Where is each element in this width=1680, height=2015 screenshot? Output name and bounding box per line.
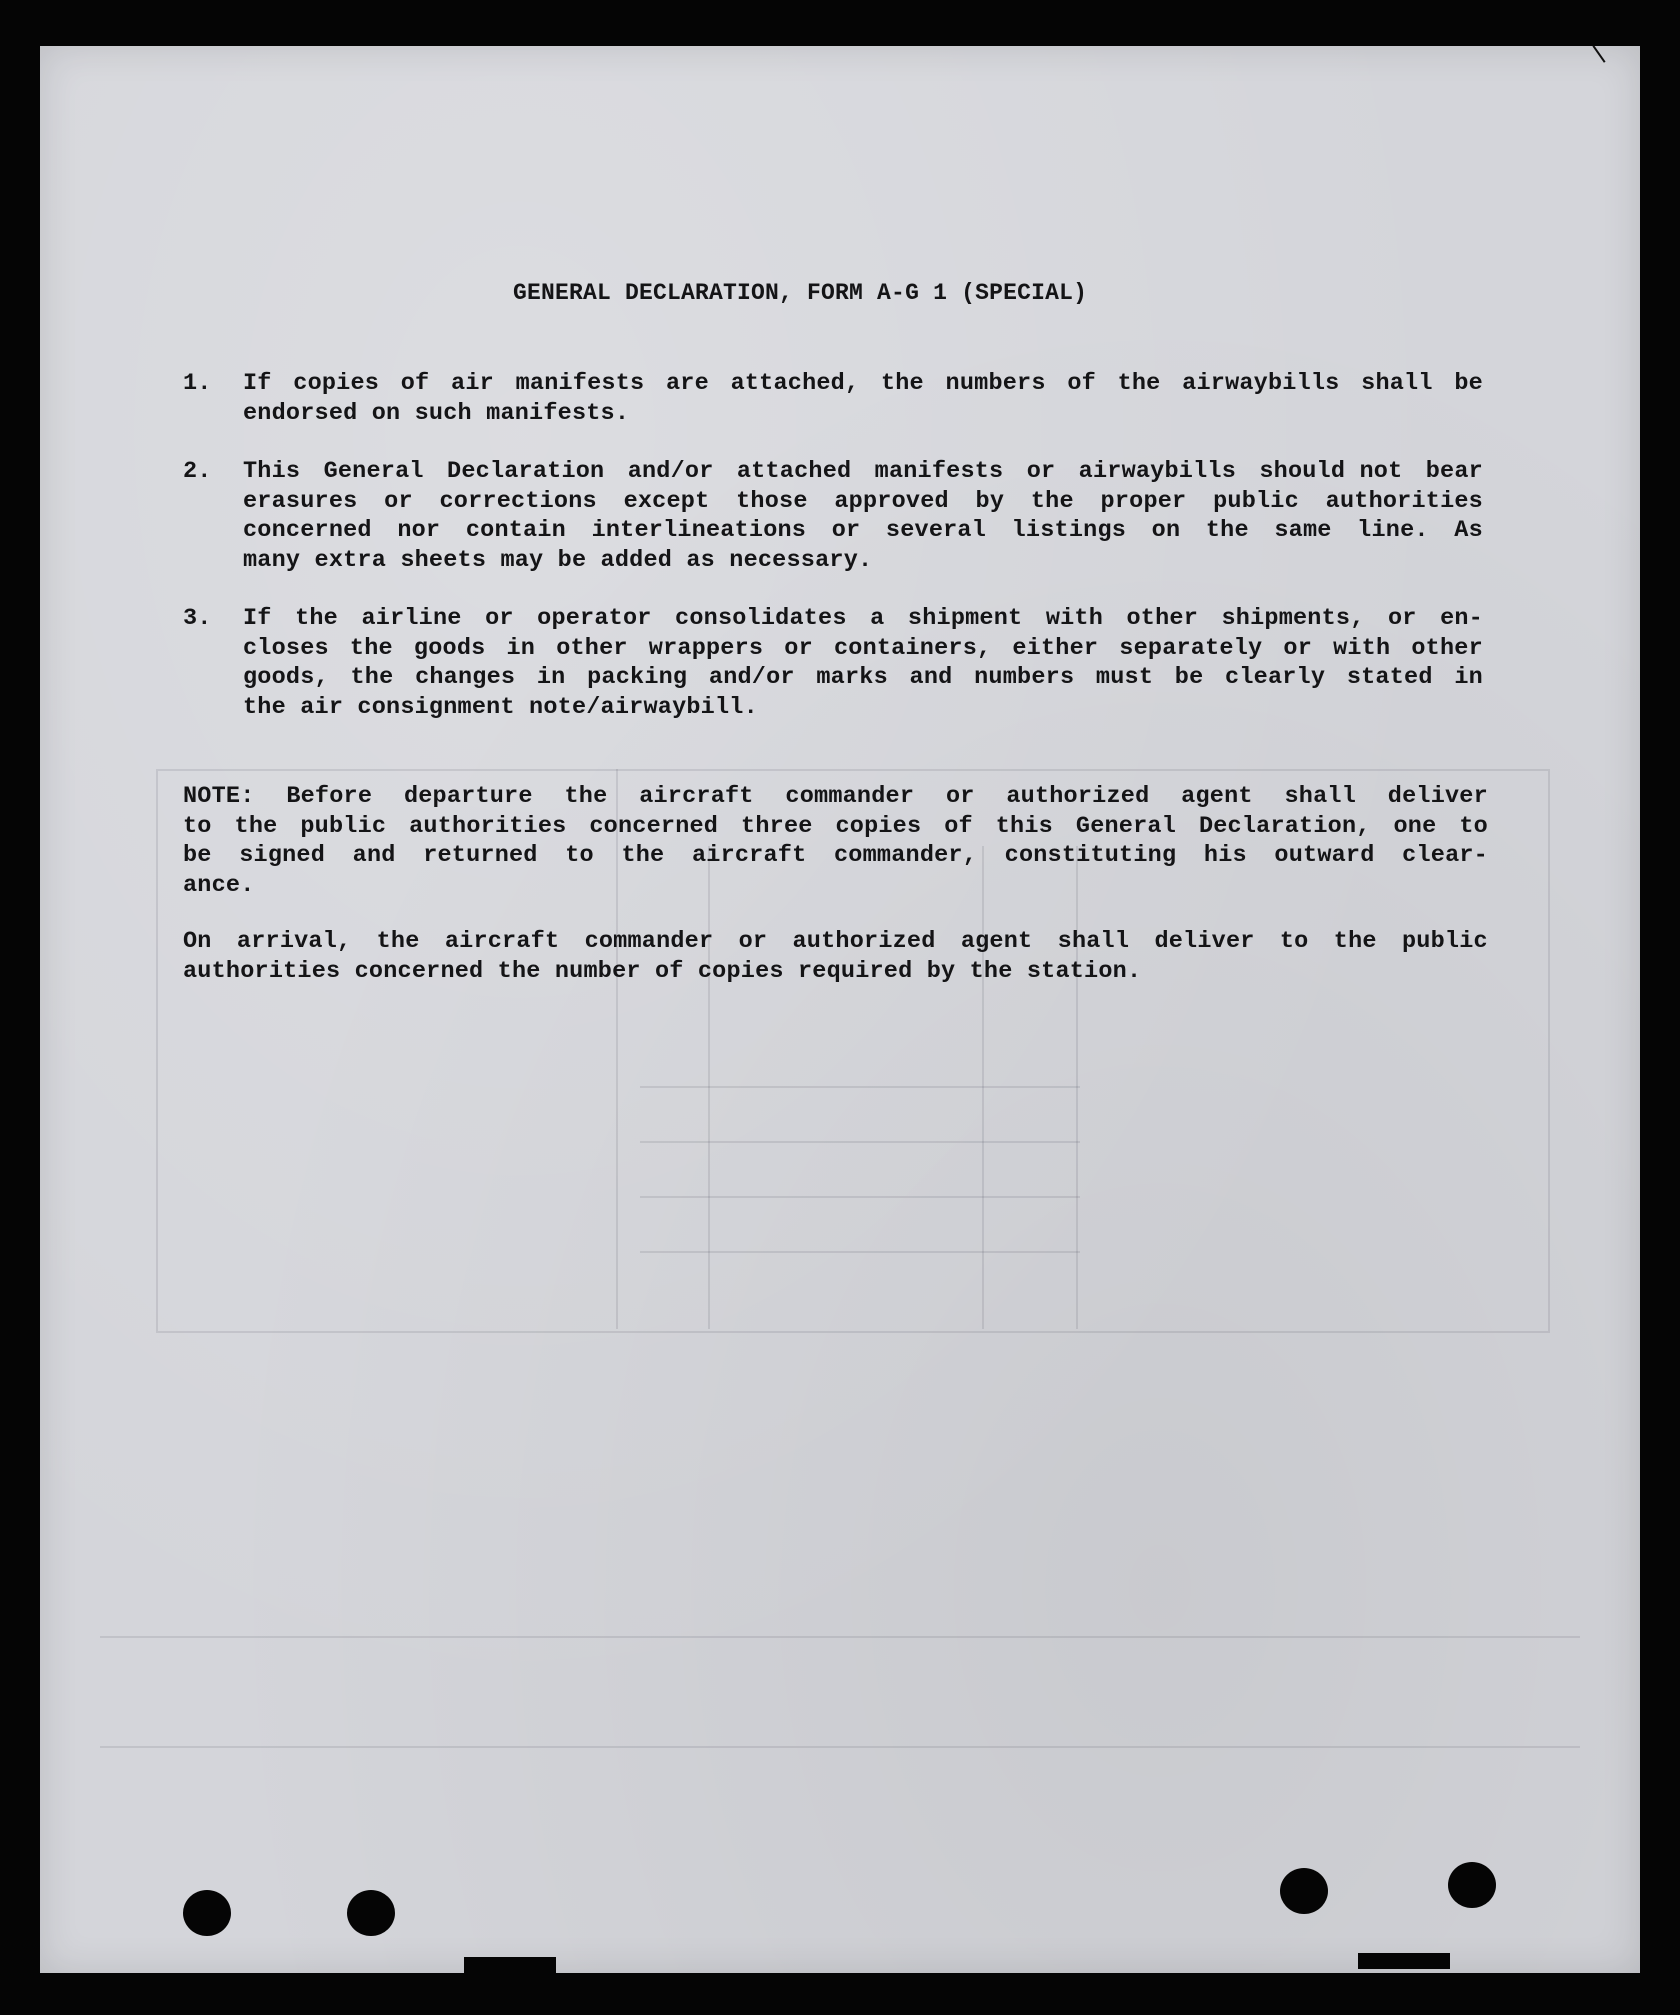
word: commander — [785, 783, 915, 810]
word: are — [665, 370, 709, 397]
word: the — [350, 664, 394, 691]
word: consolidates — [675, 605, 847, 632]
word: packing — [587, 664, 688, 691]
word: authorized — [1006, 783, 1150, 810]
word: the — [376, 928, 420, 955]
word: arrival, — [236, 928, 352, 955]
word: in — [1454, 664, 1483, 691]
word: other — [1126, 605, 1199, 632]
word: interlineations — [591, 517, 807, 544]
word: NOTE: — [183, 783, 255, 810]
punch-hole — [1280, 1868, 1328, 1914]
word: the — [1333, 928, 1377, 955]
word: with — [1045, 605, 1104, 632]
text-line — [243, 487, 1483, 517]
punch-hole — [347, 1890, 395, 1936]
bleed-through-rule — [640, 1251, 1080, 1253]
text-line — [243, 663, 1483, 693]
text-line — [183, 841, 1488, 871]
word: proper — [1100, 487, 1187, 515]
word: containers, — [833, 634, 992, 662]
word: clearly — [1225, 664, 1326, 691]
word: numbers — [945, 370, 1046, 397]
word: signed — [239, 842, 326, 869]
word: erasures — [243, 487, 358, 515]
word: numbers — [974, 664, 1075, 691]
word: clear- — [1402, 842, 1488, 869]
word: airline — [361, 605, 462, 632]
word: or — [1387, 605, 1417, 632]
word: or — [738, 928, 768, 955]
word: several — [885, 517, 987, 544]
word: stated — [1346, 664, 1433, 691]
instruction-item-1 — [243, 369, 1483, 428]
word: approved — [834, 487, 949, 515]
word: General — [1075, 812, 1177, 840]
word: must — [1095, 664, 1154, 691]
text-line: many extra sheets may be added as necessary. — [243, 546, 873, 574]
word: attached — [736, 458, 852, 485]
word: same — [1274, 517, 1332, 544]
note-departure — [183, 782, 1488, 900]
text-line: authorities concerned the number of copies required by the station. — [183, 957, 1142, 985]
word: his — [1203, 842, 1247, 869]
item-number: 3. — [183, 605, 212, 632]
item-number: 1. — [183, 370, 212, 397]
text-line — [183, 812, 1488, 842]
word: and/or — [708, 664, 795, 691]
word: aircraft — [444, 928, 560, 955]
word: with — [1333, 634, 1391, 662]
word: except — [623, 487, 710, 515]
word: airwaybills — [1078, 458, 1236, 485]
word: authorities — [409, 812, 567, 840]
word: the — [234, 812, 278, 840]
word: one — [1393, 812, 1437, 840]
word: shipments, — [1221, 605, 1365, 632]
text-line — [183, 927, 1488, 957]
punch-hole — [183, 1890, 231, 1936]
word: to — [565, 842, 594, 869]
note-arrival — [183, 927, 1488, 986]
word: listings — [1011, 517, 1127, 544]
word: authorized — [792, 928, 936, 955]
word: Before — [286, 783, 373, 810]
word: wrappers — [648, 634, 764, 662]
word: and — [909, 664, 953, 691]
word: returned — [423, 842, 538, 869]
word: the — [349, 634, 393, 662]
word: by — [975, 487, 1005, 515]
word: or — [384, 487, 413, 515]
word: other — [1411, 634, 1483, 662]
text-line — [243, 634, 1483, 664]
word: bear — [1425, 458, 1483, 485]
word: deliver — [1387, 783, 1488, 810]
word: of — [1067, 370, 1096, 397]
word: public — [300, 812, 387, 840]
word: Declaration — [447, 458, 605, 485]
word: the — [1205, 517, 1249, 544]
word: or — [945, 783, 975, 810]
word: On — [183, 928, 212, 955]
bleed-through-rule — [640, 1141, 1080, 1143]
word: to — [183, 812, 212, 840]
word: those — [736, 487, 808, 515]
word: or — [485, 605, 514, 632]
word: manifests — [874, 458, 1004, 485]
word: aircraft — [691, 842, 807, 869]
word: commander, — [834, 842, 978, 869]
word: goods, — [243, 664, 329, 691]
text-line: the air consignment note/airwaybill. — [243, 693, 758, 721]
word: If — [243, 605, 272, 632]
binding-tab — [464, 1957, 556, 1973]
word: en- — [1440, 605, 1483, 632]
word: manifests — [515, 370, 645, 397]
text-line — [243, 516, 1483, 546]
word: copies — [835, 812, 922, 840]
bleed-through-rule — [640, 1086, 1080, 1088]
word: be — [183, 842, 212, 869]
text-line — [243, 604, 1483, 634]
word: nor — [397, 517, 441, 544]
word: three — [741, 812, 813, 840]
word: line. — [1357, 517, 1429, 544]
bleed-through-rule — [100, 1636, 1580, 1638]
word: attached, — [730, 370, 860, 397]
word: to — [1279, 928, 1309, 955]
word: or — [1283, 634, 1312, 662]
word: deliver — [1154, 928, 1255, 955]
word: changes — [415, 664, 516, 691]
word: the — [621, 842, 665, 869]
punch-hole — [1448, 1862, 1496, 1908]
instruction-item-2 — [243, 457, 1483, 575]
document-title: GENERAL DECLARATION, FORM A-G 1 (SPECIAL) — [513, 280, 1088, 306]
text-line: ance. — [183, 871, 255, 899]
word: If — [243, 370, 272, 397]
word: separately — [1119, 634, 1263, 662]
word: public — [1402, 928, 1488, 955]
word: the — [880, 370, 924, 397]
instruction-item-3 — [243, 604, 1483, 722]
word: be — [1174, 664, 1204, 691]
word: contain — [465, 517, 566, 544]
item-number: 2. — [183, 458, 212, 485]
word: on — [1151, 517, 1181, 544]
word: and — [352, 842, 396, 869]
word: marks — [816, 664, 888, 691]
text-line — [243, 457, 1483, 487]
word: the — [564, 783, 608, 810]
word: the — [1117, 370, 1161, 397]
word: corrections — [439, 487, 597, 515]
word: concerned — [589, 812, 719, 840]
word: authorities — [1325, 487, 1483, 515]
word: or — [784, 634, 813, 662]
word: copies — [293, 370, 380, 397]
word: airwaybills — [1182, 370, 1340, 397]
word: shall — [1057, 928, 1130, 955]
word: a — [870, 605, 885, 632]
word: or — [1026, 458, 1056, 485]
word: agent — [1181, 783, 1253, 810]
word: aircraft — [639, 783, 754, 810]
word: constituting — [1004, 842, 1177, 869]
bleed-through-rule — [640, 1196, 1080, 1198]
word: shall — [1284, 783, 1356, 810]
text-line — [243, 369, 1483, 399]
word: commander — [584, 928, 714, 955]
word: be — [1454, 370, 1483, 397]
document-page — [40, 46, 1640, 1973]
word: shall — [1361, 370, 1433, 397]
word: This — [243, 458, 301, 485]
word: agent — [960, 928, 1033, 955]
word: goods — [413, 634, 486, 662]
word: As — [1454, 517, 1483, 544]
word: either — [1012, 634, 1099, 662]
word: General — [323, 458, 424, 485]
word: other — [556, 634, 628, 662]
word: in — [506, 634, 536, 662]
word: operator — [537, 605, 652, 632]
word: closes — [243, 634, 329, 662]
word: of — [400, 370, 430, 397]
word: shipment — [907, 605, 1023, 632]
word: Declaration, — [1198, 812, 1371, 840]
binding-tab — [1358, 1953, 1450, 1969]
word: outward — [1274, 842, 1375, 869]
word: in — [536, 664, 566, 691]
word: and/or — [627, 458, 714, 485]
text-line: endorsed on such manifests. — [243, 399, 630, 427]
word: departure — [403, 783, 533, 810]
bleed-through-rule — [100, 1746, 1580, 1748]
text-line — [183, 782, 1488, 812]
word: or — [831, 517, 861, 544]
word: public — [1213, 487, 1299, 515]
word: should not — [1259, 458, 1403, 485]
word: concerned — [243, 517, 372, 544]
word: to — [1459, 812, 1488, 840]
word: the — [295, 605, 338, 632]
word: air — [451, 370, 494, 397]
word: this — [995, 812, 1053, 840]
word: the — [1030, 487, 1074, 515]
word: of — [944, 812, 973, 840]
